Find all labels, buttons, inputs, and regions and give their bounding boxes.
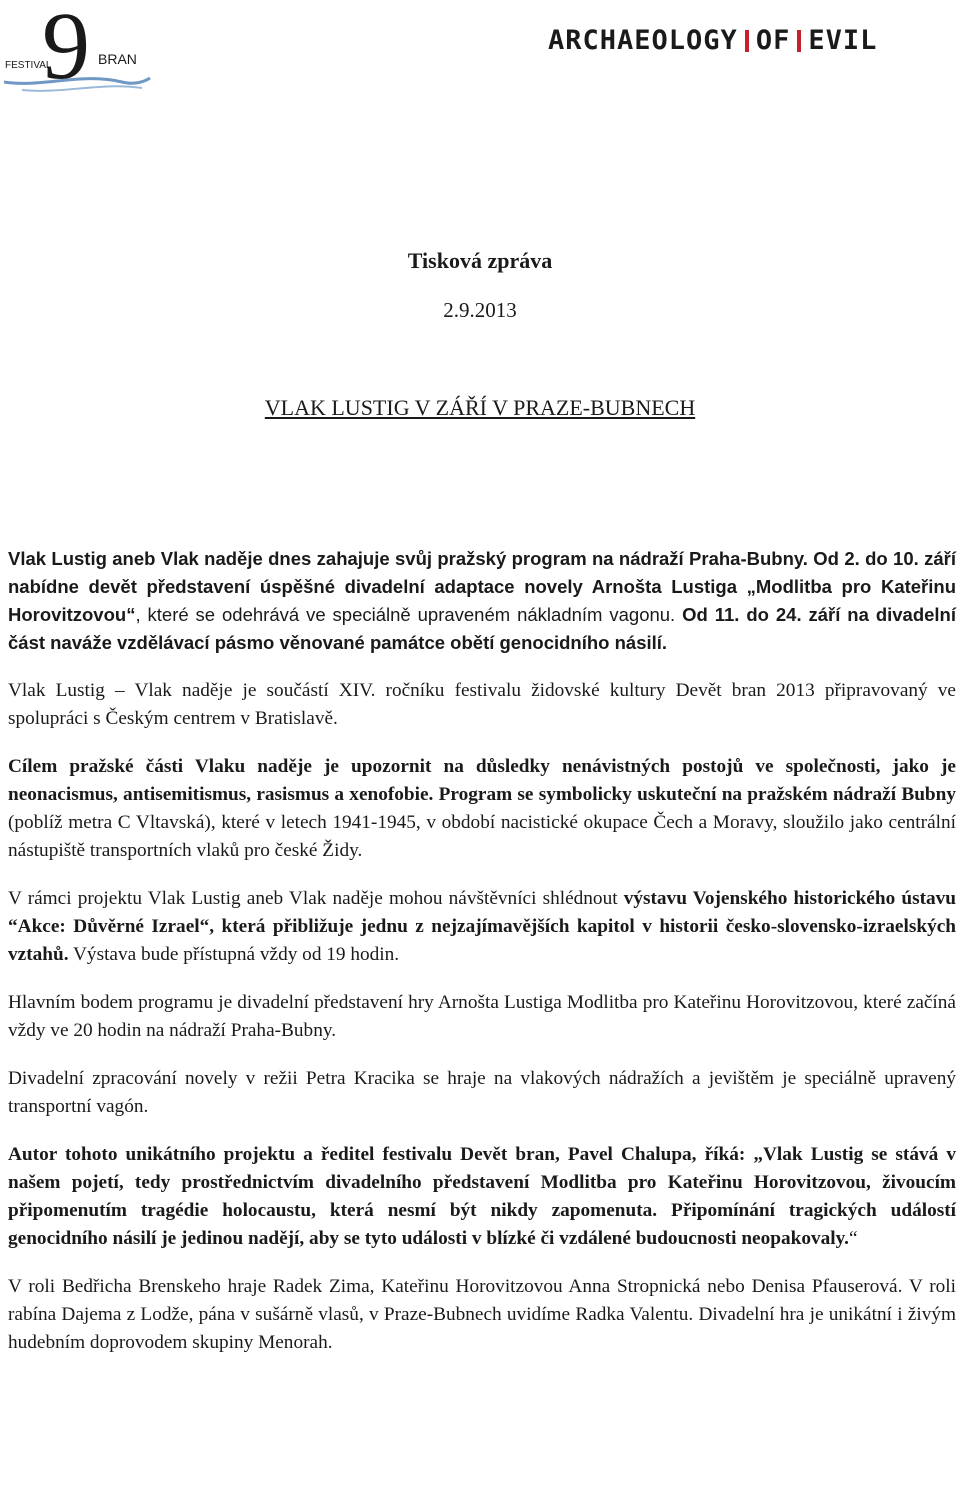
paragraph-main-event: Hlavním bodem programu je divadelní představení hry Arnošta Lustiga Modlitba pro Kateřinu Horovitzovou, které začíná vždy ve 20 hodin na nádraží Praha-Bubny. — [8, 992, 956, 1041]
exhibition-plain: V rámci projektu Vlak Lustig aneb Vlak naděje mohou návštěvníci shlédnout — [8, 888, 624, 909]
paragraph-production: Divadelní zpracování novely v režii Petra Kracika se hraje na vlakových nádražích a jevištěm je speciálně upravený transportní vagón. — [8, 1068, 956, 1117]
goal-bold: Cílem pražské části Vlaku naděje je upozornit na důsledky nenávistných postojů ve společnosti, jako je neonacismus, antisemitismus, rasismus a xenofobie. Program se symbolicky uskuteční na pražském nádraží Bubny — [8, 756, 956, 805]
article-body — [8, 545, 956, 1377]
paragraph-festival: Vlak Lustig – Vlak naděje je součástí XIV. ročníku festivalu židovské kultury Devět bran 2013 připravovaný ve spolupráci s Českým centrem v Bratislavě. — [8, 680, 956, 729]
festival-label: FESTIVAL — [5, 60, 52, 71]
brand-divider — [745, 30, 749, 52]
release-date: 2.9.2013 — [443, 298, 517, 322]
intro-title-bold: „Modlitba pro Kateřinu Horovitzovou“ — [8, 576, 956, 625]
paragraph-exhibition — [8, 885, 956, 969]
paragraph-intro — [8, 545, 956, 657]
archaeology-of-evil-logo — [548, 26, 948, 56]
festival-logo — [2, 2, 152, 97]
quote-close-mark: “ — [849, 1228, 858, 1249]
exhibition-bold: výstavu Vojenského historického ústavu “Akce: Důvěrné Izrael“, která přibližuje jednu z nejzajímavějších kapitol v historii česko-slovensko-izraelských vztahů. — [8, 888, 956, 965]
title-block — [0, 246, 960, 423]
intro-plain: , které se odehrává ve speciálně upraveném nákladním vagonu. — [135, 604, 683, 625]
brand-divider — [797, 30, 801, 52]
intro-bold-end: Od 11. do 24. září na divadelní část naváže vzdělávací pásmo věnované památce obětí genocidního násilí. — [8, 604, 957, 653]
brand-word-archaeology: ARCHAEOLOGY — [548, 25, 738, 56]
quote-bold: Autor tohoto unikátního projektu a ředitel festivalu Devět bran, Pavel Chalupa, říká: „Vlak Lustig se stává v našem pojetí, tedy prostřednictvím divadelního představení Modlitba pro Kateřinu Horovitzovou, živoucím připomenutím tragédie holocaustu, která nesmí být nikdy zapomenuta. Připomínání tragických událostí genocidního násilí je jedinou nadějí, aby se tyto události v blízké či vzdálené budoucnosti neopakovaly. — [8, 1144, 956, 1249]
festival-word: BRAN — [98, 51, 137, 67]
exhibition-hours: Výstava bude přístupná vždy od 19 hodin. — [68, 944, 400, 965]
headline: VLAK LUSTIG V ZÁŘÍ V PRAZE-BUBNECH — [264, 395, 696, 420]
paragraph-quote — [8, 1141, 956, 1253]
intro-bold: Vlak Lustig aneb Vlak naděje dnes zahajuje svůj pražský program na nádraží Praha-Bubny. Od 2. do 10. září nabídne devět představení úspěšné divadelní adaptace novely Arnošta Lustiga — [8, 548, 956, 597]
brand-word-evil: EVIL — [808, 25, 878, 56]
goal-plain: (poblíž metra C Vltavská), které v letech 1941-1945, v období nacistické okupace Čech a Moravy, sloužilo jako centrální nástupiště transportních vlaků pro české Židy. — [8, 812, 956, 861]
festival-logo-graphic — [2, 2, 152, 97]
paragraph-goal — [8, 753, 956, 865]
paragraph-cast: V roli Bedřicha Brenskeho hraje Radek Zima, Kateřinu Horovitzovou Anna Stropnická nebo Denisa Pfauserová. V roli rabína Dajema z Lodže, pána v sušárně vlasů, v Praze-Bubnech uvidíme Radka Valentu. Divadelní hra je unikátní i živým hudebním doprovodem skupiny Menorah. — [8, 1276, 956, 1353]
press-release-heading: Tisková zpráva — [407, 248, 553, 273]
festival-number: 9 — [42, 2, 90, 97]
brand-word-of: OF — [755, 25, 791, 56]
